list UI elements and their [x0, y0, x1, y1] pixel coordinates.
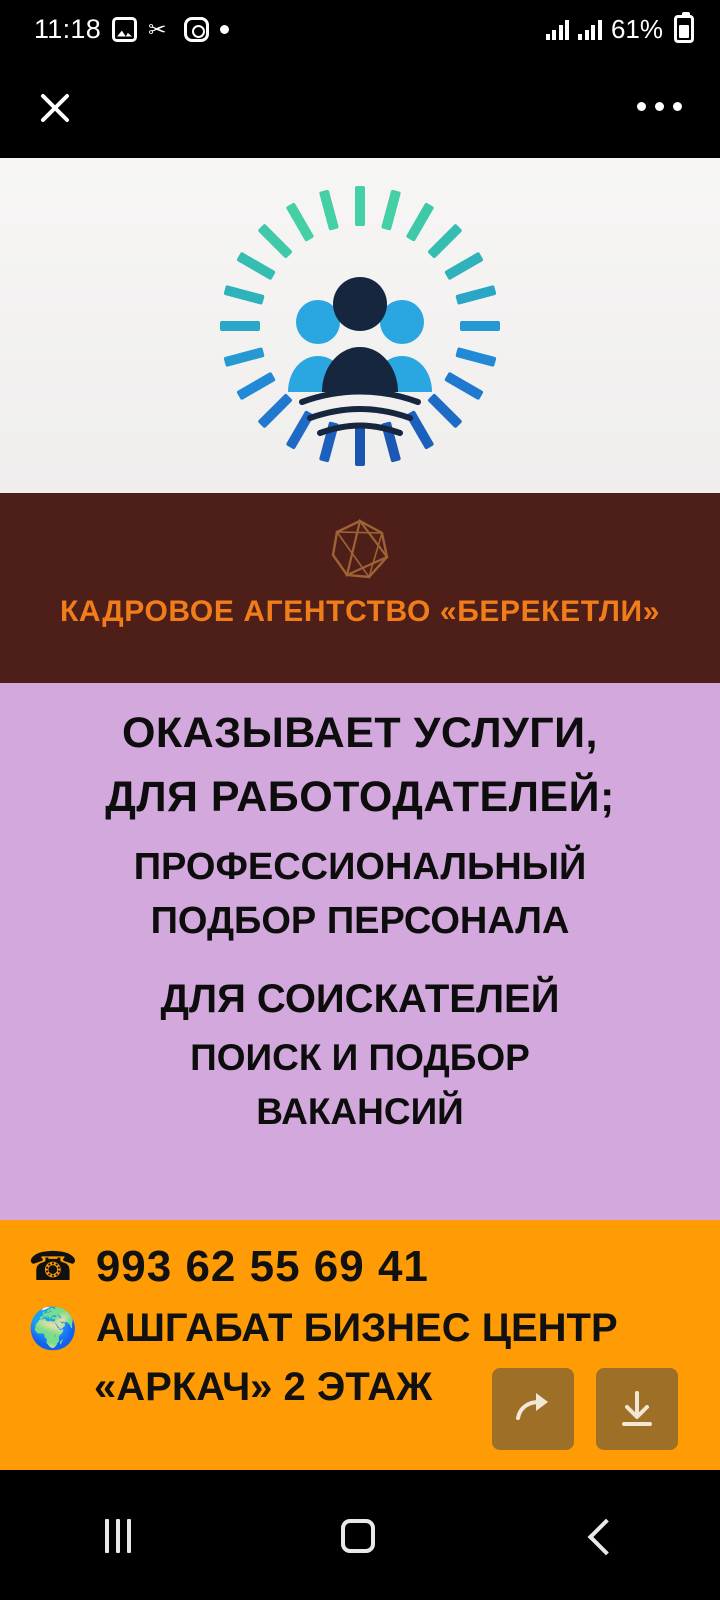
- battery-percent-label: 61%: [610, 13, 663, 44]
- gallery-icon: [112, 17, 137, 42]
- download-button[interactable]: [596, 1368, 678, 1450]
- address-line-1: АШГАБАТ БИЗНЕС ЦЕНТР: [95, 1306, 618, 1350]
- address-line-2: «АРКАЧ» 2 ЭТАЖ: [94, 1365, 433, 1409]
- service-line-4: ПОДБОР ПЕРСОНАЛА: [150, 900, 570, 943]
- viewer-toolbar: [0, 58, 720, 154]
- poster-services: [0, 683, 720, 1220]
- scissors-icon: ✂: [148, 16, 167, 42]
- service-line-2: ДЛЯ РАБОТОДАТЕЛЕЙ;: [105, 773, 615, 822]
- share-arrow-icon: [512, 1388, 554, 1430]
- phone-row: [28, 1242, 720, 1292]
- logo-panel: [0, 158, 720, 493]
- service-line-1: ОКАЗЫВАЕТ УСЛУГИ,: [121, 709, 599, 757]
- close-icon[interactable]: [32, 83, 78, 129]
- address-row: [28, 1306, 720, 1351]
- status-bar-left: [34, 14, 229, 45]
- signal-bars-1-icon: [546, 18, 570, 40]
- telephone-icon: ☎: [28, 1245, 78, 1289]
- status-bar-right: [546, 14, 694, 45]
- service-line-6: ПОИСК И ПОДБОР: [190, 1037, 530, 1079]
- recents-icon[interactable]: [105, 1519, 131, 1553]
- viewer-actions: [492, 1368, 678, 1450]
- back-icon[interactable]: [585, 1521, 615, 1551]
- download-icon: [616, 1388, 658, 1430]
- service-line-7: ВАКАНСИЙ: [256, 1090, 464, 1132]
- share-button[interactable]: [492, 1368, 574, 1450]
- system-nav-bar: [0, 1472, 720, 1600]
- home-icon[interactable]: [341, 1519, 375, 1553]
- dot-indicator-icon: [220, 17, 229, 42]
- status-clock: 11:18: [34, 13, 102, 44]
- people-sunburst-logo: [210, 176, 510, 476]
- globe-icon: 🌍: [28, 1306, 78, 1351]
- service-line-3: ПРОФЕССИОНАЛЬНЫЙ: [133, 845, 587, 888]
- poster-image: [0, 158, 720, 1470]
- service-line-5: ДЛЯ СОИСКАТЕЛЕЙ: [160, 976, 560, 1021]
- phone-number: 993 62 55 69 41: [95, 1242, 429, 1291]
- poster-band: [0, 493, 720, 683]
- image-viewer[interactable]: [0, 154, 720, 1472]
- battery-icon: [674, 15, 694, 43]
- polygon-emblem-icon: [327, 517, 393, 583]
- agency-title: КАДРОВОЕ АГЕНТСТВО «БЕРЕКЕТЛИ»: [60, 595, 660, 628]
- signal-bars-2-icon: [578, 18, 602, 40]
- instagram-icon: [184, 17, 209, 42]
- more-options-icon[interactable]: [637, 102, 682, 111]
- status-bar: [0, 0, 720, 58]
